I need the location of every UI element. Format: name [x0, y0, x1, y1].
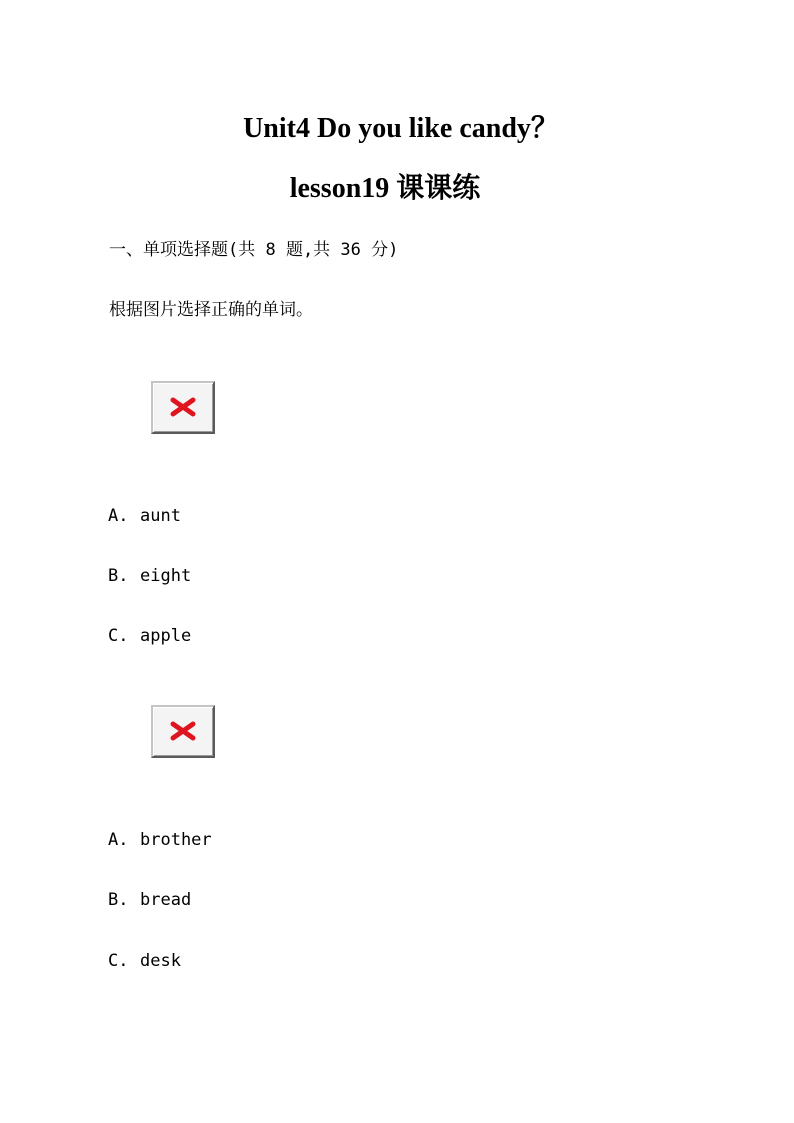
question-1-option-b: [108, 565, 191, 587]
option-letter: A.: [108, 830, 129, 850]
document-subtitle: lesson19 课课练: [289, 173, 481, 204]
red-x-icon: [170, 721, 196, 741]
option-text: apple: [140, 626, 192, 646]
option-letter: C.: [108, 626, 129, 646]
option-text: brother: [140, 830, 212, 850]
option-text: eight: [140, 566, 192, 586]
section-heading: 一、单项选择题(共 8 题,共 36 分): [109, 240, 399, 260]
option-text: desk: [140, 951, 181, 971]
option-letter: A.: [108, 506, 129, 526]
question-1-option-c: [108, 625, 191, 647]
question-2-option-b: [108, 889, 191, 911]
broken-image-icon: [151, 381, 215, 434]
question-2-option-a: [108, 829, 212, 851]
option-letter: C.: [108, 951, 129, 971]
question-1-option-a: [108, 505, 181, 527]
option-letter: B.: [108, 566, 129, 586]
instruction-text: 根据图片选择正确的单词。: [109, 300, 313, 320]
broken-image-icon: [151, 705, 215, 758]
option-letter: B.: [108, 890, 129, 910]
red-x-icon: [170, 397, 196, 417]
option-text: bread: [140, 890, 192, 910]
question-2-option-c: [108, 950, 181, 972]
option-text: aunt: [140, 506, 181, 526]
document-title: Unit4 Do you like candy？: [243, 113, 559, 144]
